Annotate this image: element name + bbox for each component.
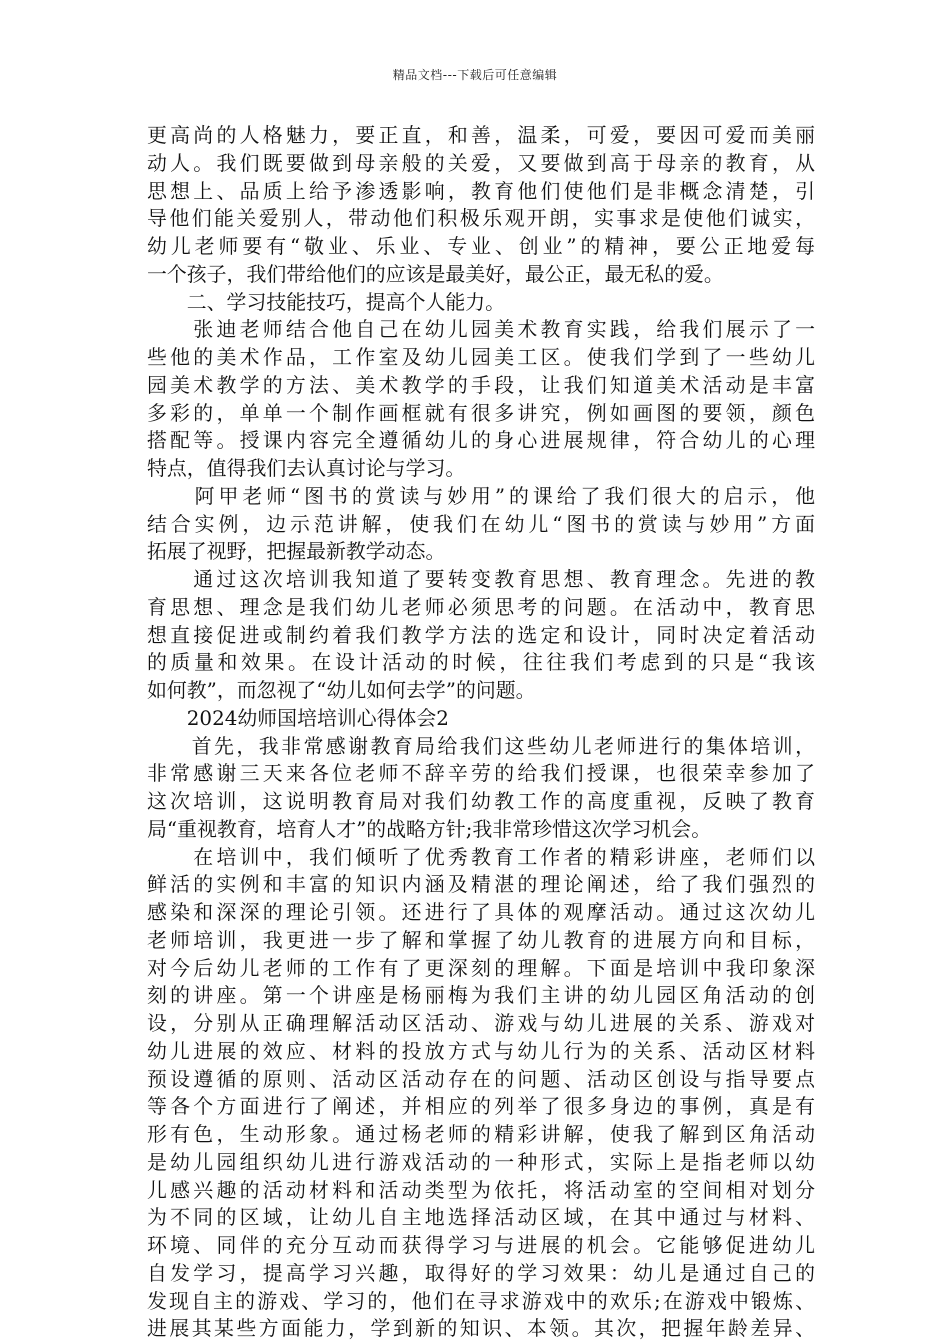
text-line: 多彩的，单单一个制作画框就有很多讲究，例如画图的要领，颜色 [147,401,815,425]
text-line: 发现自主的游戏、学习的，他们在寻求游戏中的欢乐;在游戏中锻炼、 [147,1289,815,1313]
text-line: 儿感兴趣的活动材料和活动类型为依托，将活动室的空间相对划分 [147,1178,815,1202]
text-line: 张迪老师结合他自己在幼儿园美术教育实践，给我们展示了一 [147,318,815,342]
text-line: 园美术教学的方法、美术教学的手段，让我们知道美术活动是丰富 [147,373,815,397]
text-line: 更高尚的人格魅力，要正直，和善，温柔，可爱，要因可爱而美丽 [147,124,815,147]
text-line: 鲜活的实例和丰富的知识内涵及精湛的理论阐述，给了我们强烈的 [147,873,815,897]
text-line: 环境、同伴的充分互动而获得学习与进展的机会。它能够促进幼儿 [147,1234,815,1257]
text-line: 自发学习，提高学习兴趣，取得好的学习效果：幼儿是通过自己的 [147,1261,815,1285]
text-line: 一个孩子，我们带给他们的应该是最美好，最公正，最无私的爱。 [147,262,724,286]
text-line: 二、学习技能技巧，提高个人能力。 [147,290,506,314]
text-line: 设，分别从正确理解活动区活动、游戏与幼儿进展的关系、游戏对 [147,1012,815,1035]
text-line: 首先，我非常感谢教育局给我们这些幼儿老师进行的集体培训， [147,734,815,758]
text-line: 幼儿进展的效应、材料的投放方式与幼儿行为的关系、活动区材料 [147,1039,815,1063]
text-line: 育思想、理念是我们幼儿老师必须思考的问题。在活动中，教育思 [147,595,815,619]
text-line: 为不同的区域，让幼儿自主地选择活动区域，在其中通过与材料、 [147,1206,815,1230]
text-line: 是幼儿园组织幼儿进行游戏活动的一种形式，实际上是指老师以幼 [147,1150,815,1174]
text-line: 对今后幼儿老师的工作有了更深刻的理解。下面是培训中我印象深 [147,956,815,980]
text-line: 2024幼师国培培训心得体会2 [147,706,449,730]
text-line: 非常感谢三天来各位老师不辞辛劳的给我们授课，也很荣幸参加了 [147,762,815,786]
text-line: 些他的美术作品，工作室及幼儿园美工区。使我们学到了一些幼儿 [147,346,815,369]
document-body [147,122,815,1343]
text-line: 幼儿老师要有“敬业、乐业、专业、创业”的精神，要公正地爱每 [147,235,815,258]
text-line: 特点，值得我们去认真讨论与学习。 [147,457,466,480]
text-line: 老师培训，我更进一步了解和掌握了幼儿教育的进展方向和目标， [147,928,815,952]
text-line: 阿甲老师“图书的赏读与妙用”的课给了我们很大的启示，他 [147,484,815,508]
text-line: 导他们能关爱别人，带动他们积极乐观开朗，实事求是使他们诚实， [147,207,815,231]
text-line: 在培训中，我们倾听了优秀教育工作者的精彩讲座，老师们以 [147,845,815,869]
text-line: 思想上、品质上给予渗透影响，教育他们使他们是非概念清楚，引 [147,179,815,203]
text-line: 感染和深深的理论引领。还进行了具体的观摩活动。通过这次幼儿 [147,901,815,924]
text-line: 通过这次培训我知道了要转变教育思想、教育理念。先进的教 [147,568,815,591]
text-line: 刻的讲座。第一个讲座是杨丽梅为我们主讲的幼儿园区角活动的创 [147,984,815,1008]
text-line: 形有色，生动形象。通过杨老师的精彩讲解，使我了解到区角活动 [147,1123,815,1146]
text-line: 如何教”，而忽视了“幼儿如何去学”的问题。 [147,679,536,702]
text-line: 局“重视教育，培育人才”的战略方针;我非常珍惜这次学习机会。 [147,817,712,841]
text-line: 等各个方面进行了阐述，并相应的列举了很多身边的事例，真是有 [147,1095,815,1119]
text-line: 想直接促进或制约着我们教学方法的选定和设计，同时决定着活动 [147,623,815,647]
text-line: 结合实例，边示范讲解，使我们在幼儿“图书的赏读与妙用”方面 [147,512,815,536]
text-line: 拓展了视野，把握最新教学动态。 [147,540,446,564]
page-header: 精品文档---下载后可任意编辑 [392,68,558,82]
text-line: 进展其某些方面能力，学到新的知识、本领。其次，把握年龄差异、 [147,1317,815,1341]
text-line: 动人。我们既要做到母亲般的关爱，又要做到高于母亲的教育，从 [147,151,815,175]
text-line: 预设遵循的原则、活动区活动存在的问题、活动区创设与指导要点 [147,1067,815,1091]
text-line: 搭配等。授课内容完全遵循幼儿的身心进展规律，符合幼儿的心理 [147,429,815,453]
text-line: 这次培训，这说明教育局对我们幼教工作的高度重视，反映了教育 [147,790,815,813]
text-line: 的质量和效果。在设计活动的时候，往往我们考虑到的只是“我该 [147,651,815,675]
